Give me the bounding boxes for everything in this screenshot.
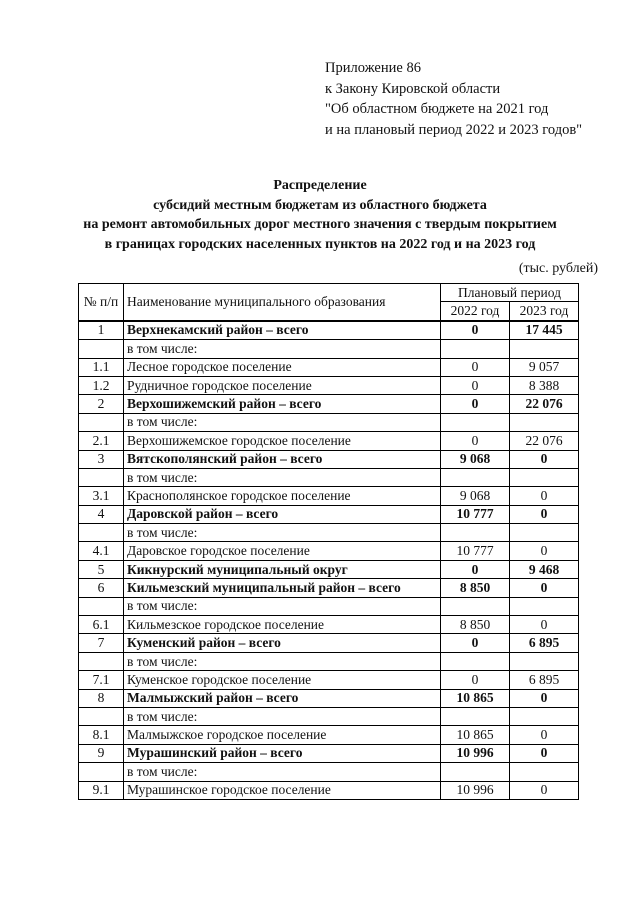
row-value-2022: 10 996	[441, 781, 510, 799]
table-row	[79, 487, 579, 505]
table-row	[79, 450, 579, 468]
units-label: (тыс. рублей)	[518, 261, 598, 276]
row-number: 7.1	[79, 671, 124, 689]
table-row	[79, 413, 579, 431]
row-value-2022: 10 777	[441, 505, 510, 523]
row-number	[79, 340, 124, 358]
row-value-2022: 0	[441, 671, 510, 689]
row-number: 5	[79, 560, 124, 578]
row-value-2022	[441, 707, 510, 725]
row-value-2022: 10 865	[441, 689, 510, 707]
row-number: 2.1	[79, 432, 124, 450]
table-row	[79, 358, 579, 376]
table-row	[79, 781, 579, 799]
row-name: в том числе:	[124, 597, 441, 615]
row-value-2022: 0	[441, 432, 510, 450]
row-name: Малмыжское городское поселение	[124, 726, 441, 744]
row-name: Мурашинский район – всего	[124, 744, 441, 762]
row-name: Кильмезское городское поселение	[124, 616, 441, 634]
row-value-2023: 22 076	[510, 395, 579, 413]
row-number	[79, 524, 124, 542]
row-value-2022: 8 850	[441, 579, 510, 597]
row-value-2023	[510, 707, 579, 725]
row-name: в том числе:	[124, 468, 441, 486]
table-row	[79, 597, 579, 615]
row-value-2023	[510, 413, 579, 431]
row-name: Верхошижемское городское поселение	[124, 432, 441, 450]
appendix-line: и на плановый период 2022 и 2023 годов"	[325, 121, 583, 138]
row-number	[79, 597, 124, 615]
title-line: в границах городских населенных пунктов на 2022 год и на 2023 год	[104, 236, 536, 252]
table-row	[79, 340, 579, 358]
row-value-2023: 9 057	[510, 358, 579, 376]
row-value-2023: 0	[510, 487, 579, 505]
header-year-2023: 2023 год	[510, 302, 579, 321]
row-number: 9.1	[79, 781, 124, 799]
row-value-2022	[441, 468, 510, 486]
row-value-2022: 9 068	[441, 450, 510, 468]
row-name: Малмыжский район – всего	[124, 689, 441, 707]
header-name: Наименование муниципального образования	[124, 284, 441, 321]
row-value-2022: 8 850	[441, 616, 510, 634]
row-number: 1.1	[79, 358, 124, 376]
row-value-2023: 0	[510, 579, 579, 597]
row-value-2023	[510, 597, 579, 615]
row-name: Краснополянское городское поселение	[124, 487, 441, 505]
row-value-2023: 0	[510, 542, 579, 560]
table-row	[79, 726, 579, 744]
title-line: на ремонт автомобильных дорог местного значения с твердым покрытием	[83, 217, 557, 232]
row-name: Вятскополянский район – всего	[124, 450, 441, 468]
appendix-note	[325, 58, 582, 140]
row-number: 3.1	[79, 487, 124, 505]
table-row	[79, 560, 579, 578]
table-row	[79, 432, 579, 450]
row-value-2022	[441, 597, 510, 615]
row-name: Даровской район – всего	[124, 505, 441, 523]
header-num: № п/п	[79, 284, 124, 321]
row-number: 8.1	[79, 726, 124, 744]
row-number	[79, 652, 124, 670]
row-number: 6.1	[79, 616, 124, 634]
row-value-2023	[510, 652, 579, 670]
table-row	[79, 652, 579, 670]
row-number: 2	[79, 395, 124, 413]
row-name: Даровское городское поселение	[124, 542, 441, 560]
row-number: 8	[79, 689, 124, 707]
row-number: 3	[79, 450, 124, 468]
table-row	[79, 707, 579, 725]
row-value-2022: 0	[441, 634, 510, 652]
row-name: Рудничное городское поселение	[124, 376, 441, 394]
table-row	[79, 395, 579, 413]
row-value-2023: 6 895	[510, 671, 579, 689]
row-value-2022: 0	[441, 395, 510, 413]
row-number: 9	[79, 744, 124, 762]
row-value-2023: 8 388	[510, 376, 579, 394]
table-row	[79, 542, 579, 560]
row-name: Мурашинское городское поселение	[124, 781, 441, 799]
row-name: в том числе:	[124, 524, 441, 542]
table-header-row	[79, 284, 579, 302]
table-row	[79, 689, 579, 707]
row-value-2022: 0	[441, 321, 510, 340]
row-value-2022: 0	[441, 376, 510, 394]
row-number	[79, 707, 124, 725]
row-value-2023: 0	[510, 450, 579, 468]
row-value-2023	[510, 524, 579, 542]
row-value-2023	[510, 763, 579, 781]
row-value-2023	[510, 340, 579, 358]
row-value-2022: 9 068	[441, 487, 510, 505]
row-value-2022: 0	[441, 358, 510, 376]
table-row	[79, 671, 579, 689]
row-value-2023: 0	[510, 616, 579, 634]
row-value-2023: 0	[510, 781, 579, 799]
table-row	[79, 763, 579, 781]
title-line: субсидий местным бюджетам из областного бюджета	[153, 197, 487, 213]
row-value-2023: 0	[510, 744, 579, 762]
row-name: Куменский район – всего	[124, 634, 441, 652]
table-row	[79, 634, 579, 652]
row-number	[79, 763, 124, 781]
row-number: 7	[79, 634, 124, 652]
row-name: в том числе:	[124, 340, 441, 358]
row-value-2022	[441, 763, 510, 781]
row-value-2022: 0	[441, 560, 510, 578]
row-number: 4.1	[79, 542, 124, 560]
table-row	[79, 321, 579, 340]
row-name: в том числе:	[124, 763, 441, 781]
row-name: в том числе:	[124, 652, 441, 670]
subsidy-table	[78, 283, 579, 800]
row-number	[79, 413, 124, 431]
row-number: 1.2	[79, 376, 124, 394]
row-name: Кильмезский муниципальный район – всего	[124, 579, 441, 597]
row-name: Лесное городское поселение	[124, 358, 441, 376]
table-row	[79, 616, 579, 634]
header-period: Плановый период	[441, 284, 579, 302]
row-value-2022	[441, 413, 510, 431]
table-row	[79, 579, 579, 597]
row-name: в том числе:	[124, 707, 441, 725]
row-number: 4	[79, 505, 124, 523]
title-line: Распределение	[273, 178, 367, 193]
row-value-2023: 22 076	[510, 432, 579, 450]
row-value-2022	[441, 340, 510, 358]
table-row	[79, 468, 579, 486]
row-value-2023: 9 468	[510, 560, 579, 578]
table-row	[79, 376, 579, 394]
row-value-2022: 10 996	[441, 744, 510, 762]
row-number: 1	[79, 321, 124, 340]
row-number: 6	[79, 579, 124, 597]
row-value-2022	[441, 524, 510, 542]
table-row	[79, 505, 579, 523]
row-name: Верхошижемский район – всего	[124, 395, 441, 413]
table-row	[79, 744, 579, 762]
row-value-2023: 17 445	[510, 321, 579, 340]
row-value-2023: 0	[510, 726, 579, 744]
row-value-2023: 0	[510, 505, 579, 523]
row-value-2022: 10 777	[441, 542, 510, 560]
row-value-2022	[441, 652, 510, 670]
table-body	[79, 321, 579, 800]
appendix-line: к Закону Кировской области	[325, 80, 501, 97]
table-row	[79, 524, 579, 542]
row-name: Куменское городское поселение	[124, 671, 441, 689]
document-title	[0, 176, 640, 254]
row-name: Кикнурский муниципальный округ	[124, 560, 441, 578]
row-value-2023: 6 895	[510, 634, 579, 652]
appendix-line: Приложение 86	[325, 60, 421, 76]
row-value-2022: 10 865	[441, 726, 510, 744]
row-value-2023	[510, 468, 579, 486]
row-value-2023: 0	[510, 689, 579, 707]
appendix-line: "Об областном бюджете на 2021 год	[325, 101, 549, 117]
row-name: Верхнекамский район – всего	[124, 321, 441, 340]
row-name: в том числе:	[124, 413, 441, 431]
row-number	[79, 468, 124, 486]
header-year-2022: 2022 год	[441, 302, 510, 321]
